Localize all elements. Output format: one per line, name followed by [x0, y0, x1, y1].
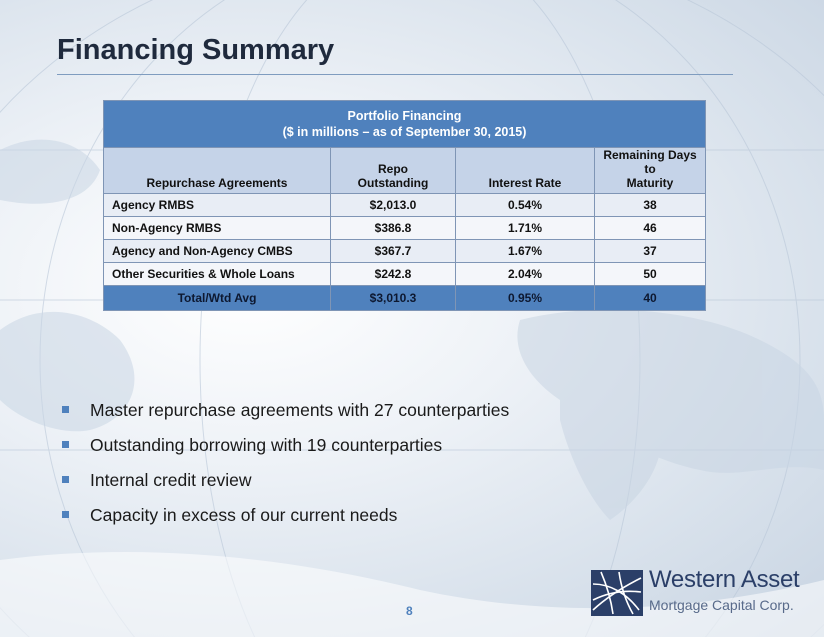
bullet-square-icon [62, 406, 69, 413]
row-repo: $2,013.0 [331, 194, 456, 217]
row-label: Agency and Non-Agency CMBS [104, 240, 331, 263]
table-header-subtitle: ($ in millions – as of September 30, 2015) [282, 125, 527, 139]
table-row [104, 217, 706, 240]
total-rate: 0.95% [456, 286, 595, 311]
column-header-days-line2: Maturity [626, 176, 674, 190]
bullet-text: Outstanding borrowing with 19 counterparties [90, 435, 443, 455]
table-header [104, 101, 706, 148]
company-logo [591, 566, 800, 620]
slide-title: Financing Summary [57, 34, 335, 66]
row-rate: 1.67% [456, 240, 595, 263]
table-row [104, 194, 706, 217]
bullet-square-icon [62, 476, 69, 483]
row-rate: 1.71% [456, 217, 595, 240]
page-number: 8 [406, 604, 413, 618]
table-row [104, 240, 706, 263]
column-header-days-line1: Remaining Days to [603, 148, 697, 176]
column-header-repo [331, 148, 456, 194]
row-repo: $386.8 [331, 217, 456, 240]
bullet-text: Capacity in excess of our current needs [90, 505, 398, 525]
logo-text-secondary: Mortgage Capital Corp. [649, 597, 794, 613]
row-days: 50 [595, 263, 706, 286]
column-header-days [595, 148, 706, 194]
row-rate: 0.54% [456, 194, 595, 217]
bullet-item [62, 433, 509, 468]
total-label: Total/Wtd Avg [104, 286, 331, 311]
column-header-repo-line1: Repo [378, 162, 408, 176]
bullet-item [62, 398, 509, 433]
table-header-title: Portfolio Financing [347, 109, 462, 123]
table-row [104, 263, 706, 286]
total-days: 40 [595, 286, 706, 311]
row-days: 38 [595, 194, 706, 217]
bullet-item [62, 468, 509, 503]
column-header-row [104, 148, 706, 194]
logo-text-primary: Western Asset [649, 566, 800, 593]
row-label: Non-Agency RMBS [104, 217, 331, 240]
bullet-item [62, 503, 509, 538]
total-row [104, 286, 706, 311]
globe-grid-icon [591, 570, 643, 616]
column-header-repurchase: Repurchase Agreements [104, 148, 331, 194]
column-header-rate: Interest Rate [456, 148, 595, 194]
row-days: 37 [595, 240, 706, 263]
row-label: Other Securities & Whole Loans [104, 263, 331, 286]
column-header-repo-line2: Outstanding [357, 176, 429, 190]
row-repo: $367.7 [331, 240, 456, 263]
bullet-text: Internal credit review [90, 470, 252, 490]
title-divider [57, 74, 733, 75]
bullet-square-icon [62, 511, 69, 518]
portfolio-financing-table [103, 100, 706, 311]
total-repo: $3,010.3 [331, 286, 456, 311]
bullet-square-icon [62, 441, 69, 448]
row-rate: 2.04% [456, 263, 595, 286]
row-days: 46 [595, 217, 706, 240]
bullet-list [62, 398, 509, 538]
row-repo: $242.8 [331, 263, 456, 286]
row-label: Agency RMBS [104, 194, 331, 217]
bullet-text: Master repurchase agreements with 27 counterparties [90, 400, 510, 420]
